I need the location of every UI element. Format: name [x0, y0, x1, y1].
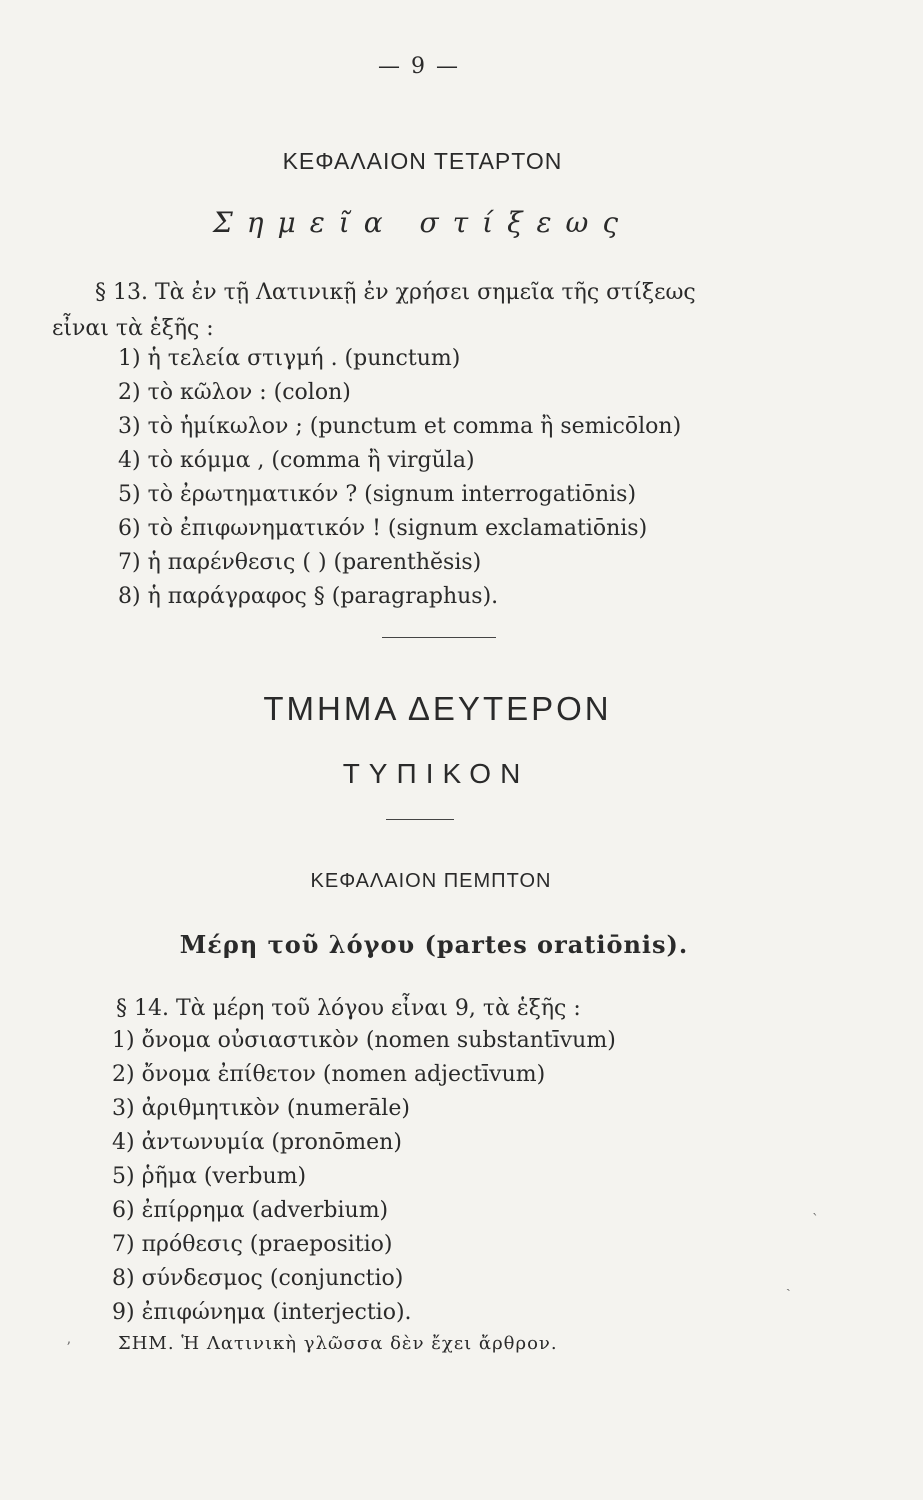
punctuation-item: 8) ἡ παράγραφος § (paragraphus).: [118, 584, 499, 609]
print-speck: ˏ: [786, 1276, 791, 1292]
part-two-heading: ΤΜΗΜΑ ΔΕΥΤΕΡΟΝ: [263, 690, 612, 727]
parts-of-speech-item: 8) σύνδεσμος (conjunctio): [112, 1266, 404, 1291]
punctuation-item: 1) ἡ τελεία στιγμή . (punctum): [118, 346, 461, 371]
parts-of-speech-item: 3) ἀριθμητικὸν (numerāle): [112, 1096, 410, 1121]
page-number: — 9 —: [378, 54, 460, 79]
parts-of-speech-item: 9) ἐπιφώνημα (interjectio).: [112, 1300, 412, 1325]
print-speck: ˋ: [812, 1212, 819, 1228]
parts-of-speech-item: 5) ῥῆμα (verbum): [112, 1164, 307, 1189]
parts-of-speech-title: Μέρη τοῦ λόγου (partes oratiōnis).: [179, 930, 689, 959]
parts-of-speech-item: 1) ὄνομα οὐσιαστικὸν (nomen substantīvum): [112, 1028, 616, 1053]
paragraph-13-line-2: εἶναι τὰ ἑξῆς :: [52, 316, 214, 341]
punctuation-item: 2) τὸ κῶλον : (colon): [118, 380, 351, 405]
parts-of-speech-item: 7) πρόθεσις (praepositio): [112, 1232, 393, 1257]
section-divider: [386, 819, 454, 820]
footnote: ΣΗΜ. Ἡ Λατινικὴ γλῶσσα δὲν ἔχει ἄρθρον.: [118, 1333, 558, 1354]
punctuation-section-title: Σημεῖα στίξεως: [212, 206, 633, 239]
punctuation-item: 6) τὸ ἐπιφωνηματικόν ! (signum exclamatiōnis): [118, 516, 648, 541]
punctuation-item: 5) τὸ ἐρωτηματικόν ? (signum interrogatiōnis): [118, 482, 637, 507]
punctuation-item: 4) τὸ κόμμα , (comma ἢ virgŭla): [118, 448, 475, 473]
parts-of-speech-item: 6) ἐπίρρημα (adverbium): [112, 1198, 389, 1223]
parts-of-speech-item: 2) ὄνομα ἐπίθετον (nomen adjectīvum): [112, 1062, 546, 1087]
paragraph-14-intro: § 14. Τὰ μέρη τοῦ λόγου εἶναι 9, τὰ ἑξῆς :: [116, 996, 581, 1021]
parts-of-speech-item: 4) ἀντωνυμία (pronōmen): [112, 1130, 402, 1155]
punctuation-item: 3) τὸ ἡμίκωλον ; (punctum et comma ἢ semicōlon): [118, 414, 682, 439]
paragraph-13-line-1: § 13. Τὰ ἐν τῇ Λατινικῇ ἐν χρήσει σημεῖα τῆς στίξεως: [95, 280, 696, 305]
part-two-subheading: ΤΥΠΙΚΟΝ: [342, 758, 530, 789]
punctuation-item: 7) ἡ παρένθεσις ( ) (parenthĕsis): [118, 550, 482, 575]
print-speck: ʼ: [66, 1340, 71, 1356]
chapter-five-heading: ΚΕΦΑΛΑΙΟΝ ΠΕΜΠΤΟΝ: [310, 870, 552, 892]
chapter-four-heading: ΚΕΦΑΛΑΙΟΝ ΤΕΤΑΡΤΟΝ: [282, 148, 563, 174]
section-divider: [382, 637, 496, 638]
